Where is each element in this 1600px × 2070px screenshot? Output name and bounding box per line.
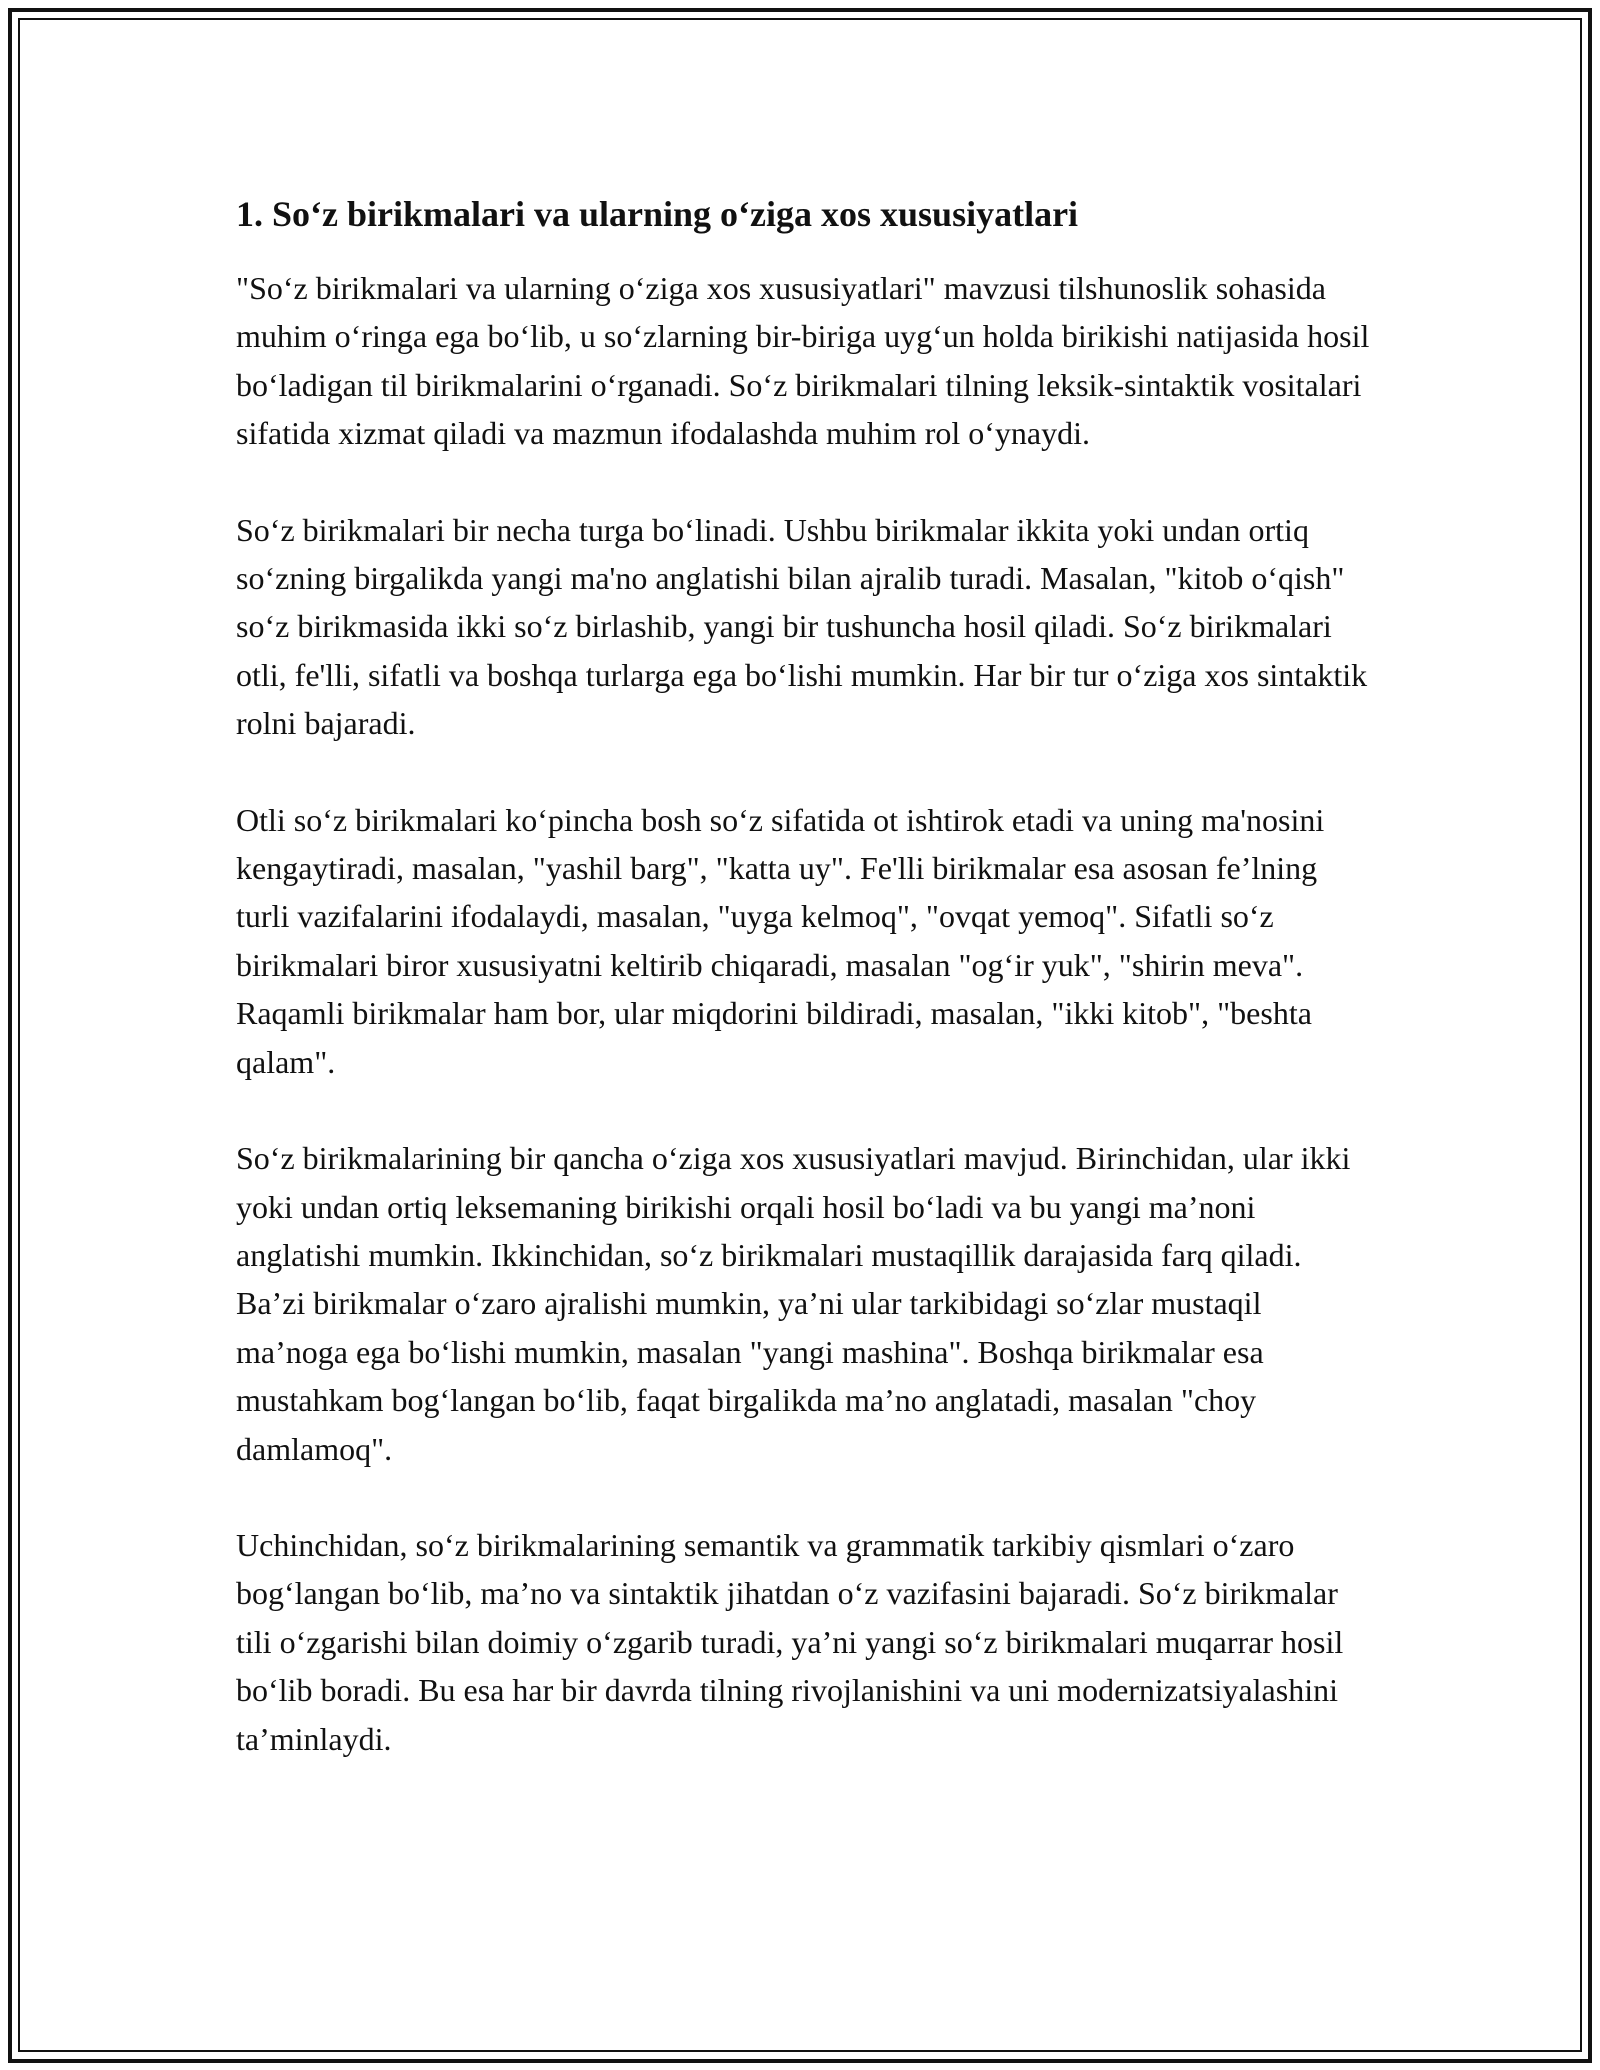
paragraph-examples: Otli so‘z birikmalari ko‘pincha bosh so‘z sifatida ot ishtirok etadi va uning ma'nosini kengaytiradi, masalan, "yashil barg", "katta uy". Fe'lli birikmalar esa asosan fe’lning turli vazifalarini ifodalaydi, masalan, "uyga kelmoq", "ovqat yemoq". Sifatli so‘z birikmalari biror xususiyatni keltirib chiqaradi, masalan "og‘ir yuk", "shirin meva". Raqamli birikmalar ham bor, ular miqdorini bildiradi, masalan, "ikki kitob", "beshta qalam". [236, 801, 1325, 1080]
paragraph-introduction: "So‘z birikmalari va ularning o‘ziga xos xususiyatlari" mavzusi tilshunoslik sohasida muhim o‘ringa ega bo‘lib, u so‘zlarning bir-biriga uyg‘un holda birikishi natijasida hosil bo‘ladigan til birikmalarini o‘rganadi. So‘z birikmalari tilning leksik-sintaktik vositalari sifatida xizmat qiladi va mazmun ifodalashda muhim rol o‘ynaydi. [236, 270, 1370, 452]
paragraph-types: So‘z birikmalari bir necha turga bo‘linadi. Ushbu birikmalar ikkita yoki undan ortiq so‘zning birgalikda yangi ma'no anglatishi bilan ajralib turadi. Masalan, "kitob o‘qish" so‘z birikmasida ikki so‘z birlashib, yangi bir tushuncha hosil qiladi. So‘z birikmalari otli, fe'lli, sifatli va boshqa turlarga ega bo‘lishi mumkin. Har bir tur o‘ziga xos sintaktik rolni bajaradi. [236, 511, 1368, 742]
document-body [236, 186, 1371, 1763]
paragraph-conclusion: Uchinchidan, so‘z birikmalarining semantik va grammatik tarkibiy qismlari o‘zaro bog‘langan bo‘lib, ma’no va sintaktik jihatdan o‘z vazifasini bajaradi. So‘z birikmalar tili o‘zgarishi bilan doimiy o‘zgarib turadi, ya’ni yangi so‘z birikmalari muqarrar hosil bo‘lib boradi. Bu esa har bir davrda tilning rivojlanishini va uni modernizatsiyalashini ta’minlaydi. [236, 1526, 1344, 1757]
paragraph-features: So‘z birikmalarining bir qancha o‘ziga xos xususiyatlari mavjud. Birinchidan, ular ikki yoki undan ortiq leksemaning birikishi orqali hosil bo‘ladi va bu yangi ma’noni anglatishi mumkin. Ikkinchidan, so‘z birikmalari mustaqillik darajasida farq qiladi. Ba’zi birikmalar o‘zaro ajralishi mumkin, ya’ni ular tarkibidagi so‘zlar mustaqil ma’noga ega bo‘lishi mumkin, masalan "yangi mashina". Boshqa birikmalar esa mustahkam bog‘langan bo‘lib, faqat birgalikda ma’no anglatadi, masalan "choy damlamoq". [236, 1140, 1351, 1467]
document-title: 1. So‘z birikmalari va ularning o‘ziga xos xususiyatlari [236, 194, 1079, 234]
